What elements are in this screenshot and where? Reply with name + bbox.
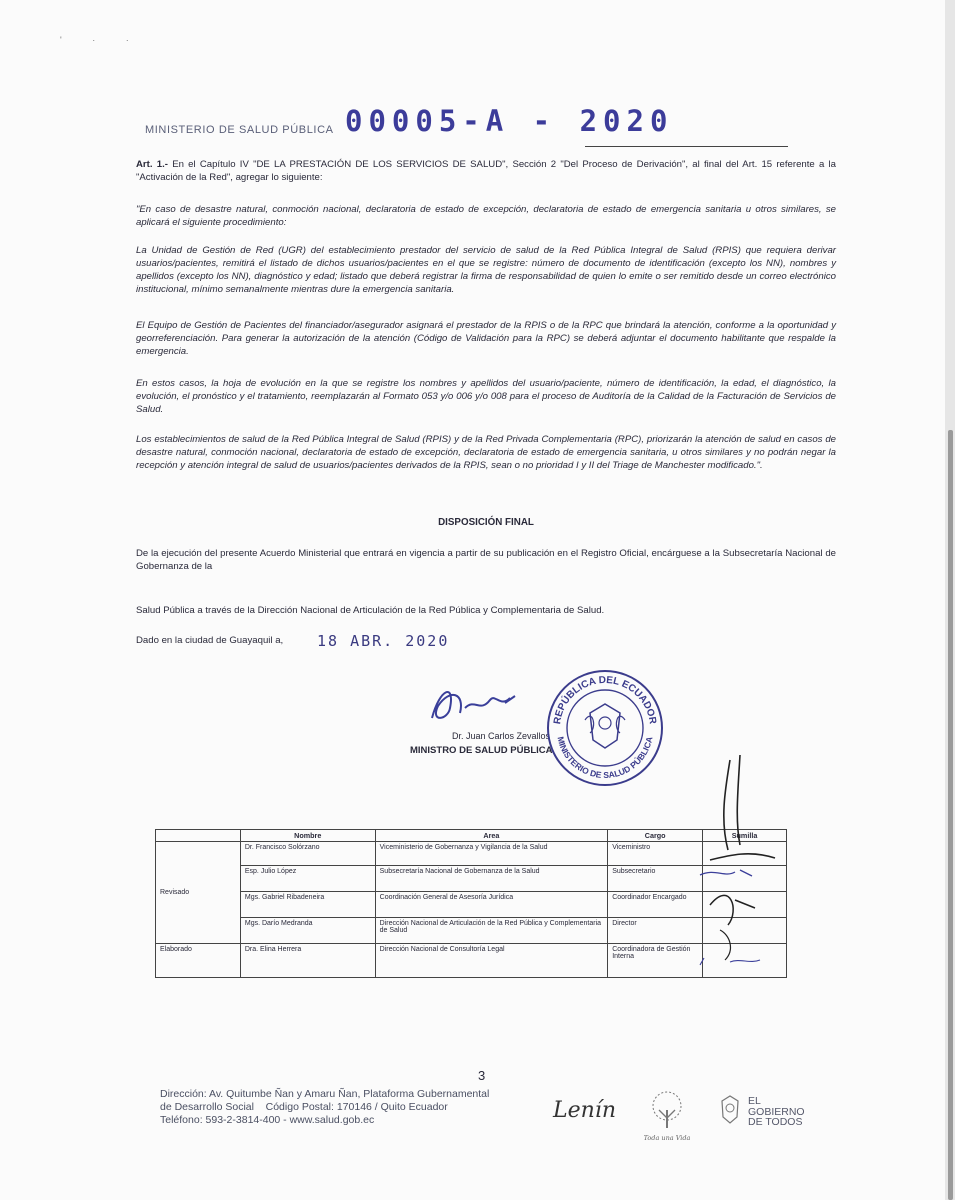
- area-cell: Dirección Nacional de Articulación de la Red Pública y Complementaria de Salud: [375, 918, 608, 944]
- final-paragraph-1: De la ejecución del presente Acuerdo Ministerial que entrará en vigencia a partir de su publicación en el Registro Oficial, encárguese a la Subsecretaría Nacional de Gobernanza de la: [136, 548, 836, 572]
- seal-top-text: REPÚBLICA DEL ECUADOR: [552, 674, 658, 725]
- paragraph-2: La Unidad de Gestión de Red (UGR) del establecimiento prestador del servicio de salud de la Red Pública Integral de Salud (RPIS) que requiera derivar usuarios/pacientes, remitirá el listado de dichos usuarios/pacientes en el que se registre: número de documento de identificación (excepto los NN), nombres y apellidos (excepto los NN), diagnóstico y edad; listado que deberá registrar la firma de responsabilidad de quien lo emite o ser remitido desde un correo electrónico institucional, mínimo semanalmente mientras dure la emergencia sanitaria.: [136, 245, 836, 295]
- area-cell: Coordinación General de Asesoría Jurídica: [375, 892, 608, 918]
- page-number: 3: [478, 1068, 486, 1083]
- agreement-number: 00005-A - 2020: [345, 104, 674, 138]
- footer-address: [160, 1088, 489, 1127]
- article-1: [136, 158, 836, 184]
- lenin-logo: Lenín: [553, 1098, 617, 1123]
- area-cell: Subsecretaría Nacional de Gobernanza de la Salud: [375, 866, 608, 892]
- signature-scribble: [420, 678, 530, 728]
- area-cell: Dirección Nacional de Consultoría Legal: [375, 944, 608, 978]
- header-cell: Area: [375, 830, 608, 842]
- tree-caption: Toda una Vida: [643, 1134, 691, 1142]
- header-cell: Sumilla: [703, 830, 787, 842]
- group-cell-revisado: Revisado: [156, 842, 241, 944]
- header-cell: Nombre: [240, 830, 375, 842]
- header-ministry: MINISTERIO DE SALUD PÚBLICA: [145, 124, 334, 136]
- header-cell: [156, 830, 241, 842]
- cargo-cell: Subsecretario: [608, 866, 703, 892]
- scrollbar-track[interactable]: [945, 0, 955, 1200]
- scan-specks: ' · ·: [60, 35, 143, 45]
- gobierno-logo-text: [748, 1096, 805, 1128]
- signer-name: Dr. Juan Carlos Zevallos: [452, 731, 551, 741]
- name-cell: Dra. Elina Herrera: [240, 944, 375, 978]
- cargo-cell: Coordinador Encargado: [608, 892, 703, 918]
- final-disposition-title: DISPOSICIÓN FINAL: [438, 517, 534, 528]
- paragraph-1: "En caso de desastre natural, conmoción nacional, declaratoria de estado de excepción, declaratoria de estado de emergencia sanitaria u otros similares, se aplicará el siguiente procedimiento:: [136, 204, 836, 228]
- coat-of-arms-icon: [716, 1093, 744, 1129]
- gob-line: GOBIERNO: [748, 1105, 805, 1118]
- area-cell: Viceministerio de Gobernanza y Vigilancia de la Salud: [375, 842, 608, 866]
- paragraph-5: Los establecimientos de salud de la Red Pública Integral de Salud (RPIS) y de la Red Privada Complementaria (RPC), priorizarán la atención de salud en casos de desastre natural, conmoción nacional, declaratoria de estado de excepción, declaratoria de estado de emergencia sanitaria, u otros similares y no podrán negar la recepción y atención integral de salud de usuarios/pacientes derivados de la RPIS, sean o no prioridad I y II del Triage de Manchester modificado.".: [136, 434, 836, 471]
- footer-line: de Desarrollo Social Código Postal: 170146 / Quito Ecuador: [160, 1101, 448, 1113]
- cargo-cell: Viceministro: [608, 842, 703, 866]
- paragraph-3: El Equipo de Gestión de Pacientes del financiador/asegurador asignará el prestador de la RPIS o de la RPC que brindará la atención, conforme a la oportunidad y georreferenciación. Para generar la autorización de la atención (Código de Validación para la RPC) se deberá adjuntar el documento habilitante que respalde la emergencia.: [136, 320, 836, 357]
- name-cell: Mgs. Gabriel Ribadeneira: [240, 892, 375, 918]
- name-cell: Dr. Francisco Solórzano: [240, 842, 375, 866]
- gob-line: DE TODOS: [748, 1116, 803, 1128]
- group-cell-elaborado: Elaborado: [156, 944, 241, 978]
- article-label: Art. 1.-: [136, 159, 168, 170]
- final-paragraph-2: Salud Pública a través de la Dirección Nacional de Articulación de la Red Pública y Complementaria de Salud.: [136, 605, 605, 616]
- initials-scribbles: [680, 750, 790, 980]
- gob-line: EL: [748, 1095, 761, 1107]
- footer-line: Dirección: Av. Quitumbe Ñan y Amaru Ñan, Plataforma Gubernamental: [160, 1088, 490, 1100]
- official-seal-icon: [545, 668, 665, 788]
- header-cell: Cargo: [608, 830, 703, 842]
- article-text: En el Capítulo IV "DE LA PRESTACIÓN DE LOS SERVICIOS DE SALUD", Sección 2 "Del Proceso de Derivación", al final del Art. 15 referente a la "Activación de la Red", agregar lo siguiente:: [136, 159, 836, 183]
- name-cell: Esp. Julio López: [240, 866, 375, 892]
- scrollbar-thumb[interactable]: [948, 430, 953, 1200]
- cargo-cell: Director: [608, 918, 703, 944]
- paragraph-4: En estos casos, la hoja de evolución en la que se registre los nombres y apellidos del usuario/paciente, número de identificación, la edad, el diagnóstico, la evolución, el pronóstico y el tratamiento, reemplazarán al Formato 053 y/o 006 y/o 008 para el proceso de Auditoría de la Calidad de la Facturación de Servicios de Salud.: [136, 378, 836, 415]
- cargo-cell: Coordinadora de Gestión Interna: [608, 944, 703, 978]
- header-underline: [585, 146, 788, 147]
- tree-logo-icon: [637, 1088, 697, 1144]
- signer-title: MINISTRO DE SALUD PÚBLICA: [410, 745, 553, 756]
- name-cell: Mgs. Darío Medranda: [240, 918, 375, 944]
- footer-line: Teléfono: 593-2-3814-400 - www.salud.gob.ec: [160, 1114, 375, 1126]
- seal-bottom-text: MINISTERIO DE SALUD PÚBLICA: [555, 735, 655, 781]
- dado-label: Dado en la ciudad de Guayaquil a,: [136, 635, 284, 646]
- dado-date-stamp: 18 ABR. 2020: [317, 632, 450, 650]
